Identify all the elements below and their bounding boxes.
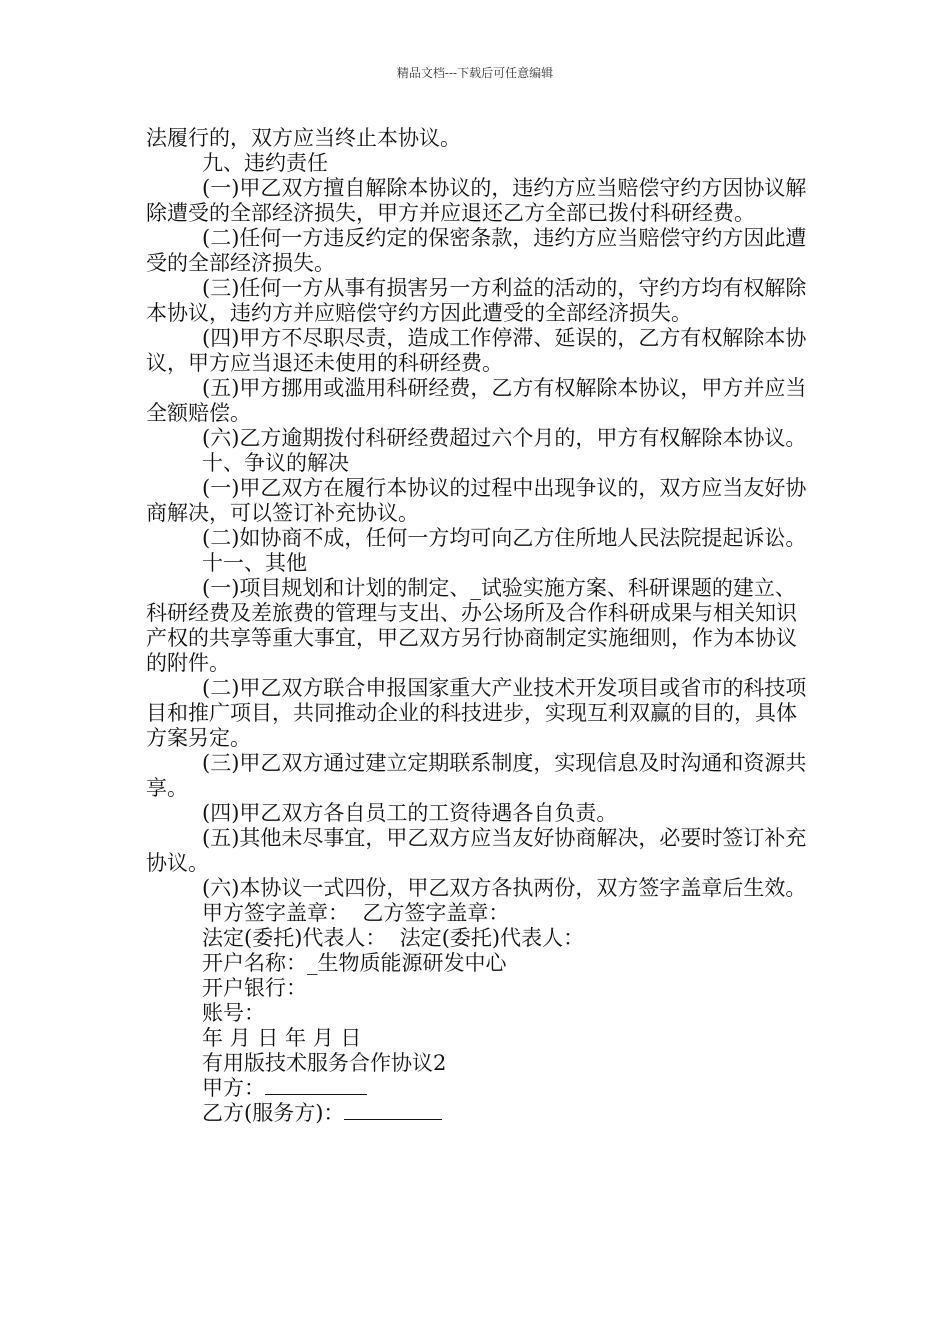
page-header: 精品文档---下载后可任意编辑 (396, 66, 554, 80)
bank-line: 开户银行： (202, 976, 307, 1000)
paragraph: (五)甲方挪用或滥用科研经费，乙方有权解除本协议，甲方并应当全额赔偿。 (146, 376, 807, 425)
paragraph: (三)任何一方从事有损害另一方利益的活动的，守约方均有权解除本协议，违约方并应赔偿守约方因此遭受的全部经济损失。 (146, 276, 807, 325)
paragraph: (四)甲方不尽职尽责，造成工作停滞、延误的，乙方有权解除本协议，甲方应当退还未使用的科研经费。 (146, 326, 807, 375)
paragraph: (六)乙方逾期拨付科研经费超过六个月的，甲方有权解除本协议。 (202, 426, 807, 450)
signature-seal-line: 甲方签字盖章： 乙方签字盖章： (202, 901, 510, 925)
party-b-line (146, 1101, 814, 1126)
paragraph: (五)其他未尽事宜，甲乙双方应当友好协商解决，必要时签订补充协议。 (146, 826, 807, 875)
party-b-blank (344, 1101, 442, 1120)
party-a-line (146, 1076, 814, 1101)
paragraph: (三)甲乙双方通过建立定期联系制度，实现信息及时沟通和资源共享。 (146, 751, 807, 800)
party-b-label: 乙方(服务方)： (202, 1101, 345, 1125)
paragraph: (一)项目规划和计划的制定、_试验实施方案、科研课题的建立、科研经费及差旅费的管理与支出、办公场所及合作科研成果与相关知识产权的共享等重大事宜，甲乙双方另行协商制定实施细则，作为本协议的附件。 (146, 576, 797, 675)
legal-representative-line: 法定(委托)代表人： 法定(委托)代表人： (202, 926, 585, 950)
account-name-line: 开户名称：_生物质能源研发中心 (202, 951, 507, 975)
paragraph: (二)如协商不成，任何一方均可向乙方住所地人民法院提起诉讼。 (202, 526, 807, 550)
document-body (146, 126, 814, 1126)
party-a-blank (265, 1076, 367, 1095)
paragraph: (二)任何一方违反约定的保密条款，违约方应当赔偿守约方因此遭受的全部经济损失。 (146, 226, 807, 275)
paragraph: (一)甲乙双方在履行本协议的过程中出现争议的，双方应当友好协商解决，可以签订补充协议。 (146, 476, 807, 525)
paragraph: (四)甲乙双方各自员工的工资待遇各自负责。 (202, 801, 618, 825)
party-a-label: 甲方： (202, 1076, 265, 1100)
paragraph: 法履行的，双方应当终止本协议。 (146, 126, 461, 150)
paragraph: (六)本协议一式四份，甲乙双方各执两份，双方签字盖章后生效。 (202, 876, 807, 900)
next-agreement-title: 有用版技术服务合作协议2 (202, 1051, 447, 1075)
paragraph: (二)甲乙双方联合申报国家重大产业技术开发项目或省市的科技项目和推广项目，共同推动企业的科技进步，实现互利双赢的目的，具体方案另定。 (146, 676, 807, 750)
section-heading-9: 九、违约责任 (202, 151, 328, 175)
section-heading-11: 十一、其他 (202, 551, 307, 575)
section-heading-10: 十、争议的解决 (202, 451, 349, 475)
paragraph: (一)甲乙双方擅自解除本协议的，违约方应当赔偿守约方因协议解除遭受的全部经济损失，甲方并应退还乙方全部已拨付科研经费。 (146, 176, 807, 225)
date-line: 年 月 日 年 月 日 (202, 1026, 362, 1050)
account-number-line: 账号： (202, 1001, 265, 1025)
